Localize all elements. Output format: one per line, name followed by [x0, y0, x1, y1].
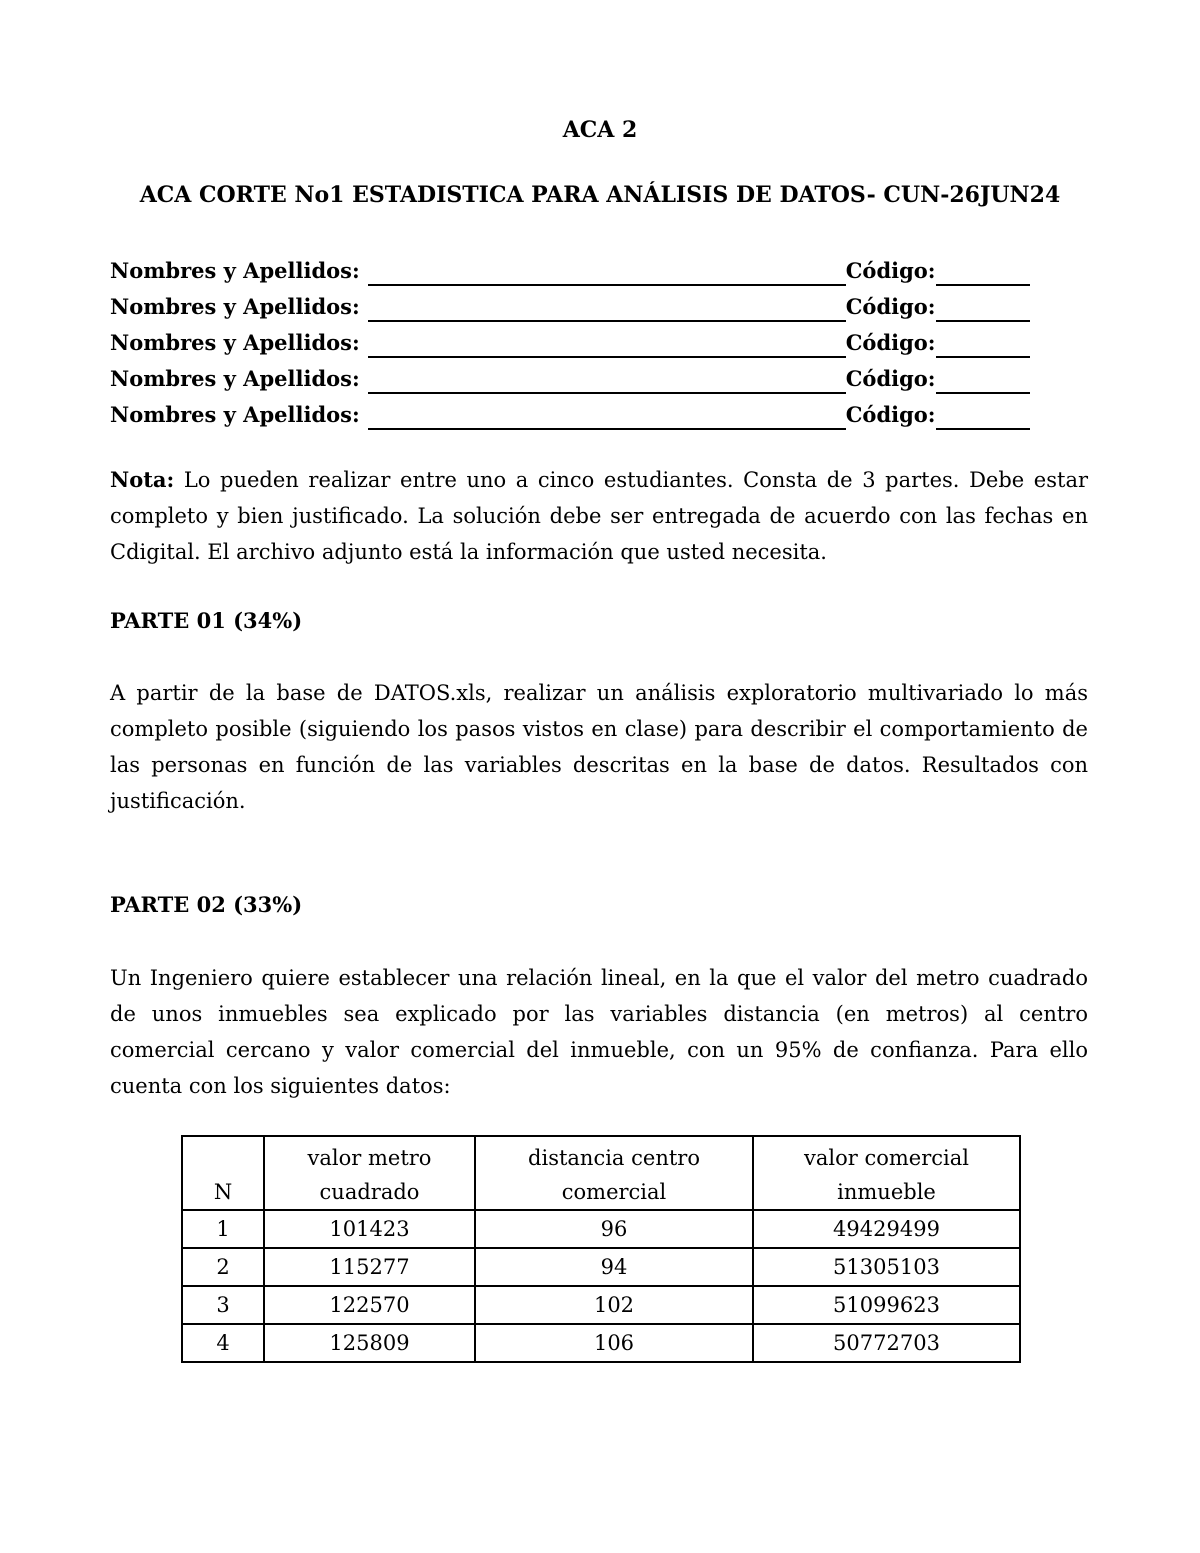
name-blank — [368, 404, 846, 430]
table-cell: 106 — [475, 1324, 753, 1362]
table-row — [182, 1248, 1020, 1286]
note-text: Lo pueden realizar entre uno a cinco estudiantes. Consta de 3 partes. Debe estar completo y bien justificado. La solución debe ser entregada de acuerdo con las fechas en Cdigital. El archivo adjunto está la información que usted necesita. — [110, 468, 1088, 564]
table-cell: 101423 — [264, 1210, 475, 1248]
member-row — [110, 250, 1090, 286]
table-row — [182, 1324, 1020, 1362]
header-distancia — [475, 1136, 753, 1210]
note-label: Nota: — [110, 467, 175, 492]
code-blank — [936, 368, 1030, 394]
table-row — [182, 1210, 1020, 1248]
name-blank — [368, 332, 846, 358]
data-table — [181, 1135, 1021, 1363]
table-cell: 3 — [182, 1286, 264, 1324]
name-label: Nombres y Apellidos: — [110, 366, 360, 391]
name-label: Nombres y Apellidos: — [110, 258, 360, 283]
table-cell: 122570 — [264, 1286, 475, 1324]
table-cell: 50772703 — [753, 1324, 1020, 1362]
document-subtitle: ACA CORTE No1 ESTADISTICA PARA ANÁLISIS DE DATOS- CUN-26JUN24 — [139, 182, 1061, 208]
header-line: comercial — [561, 1180, 667, 1204]
note-paragraph — [110, 462, 1088, 570]
member-row — [110, 286, 1090, 322]
parte1-heading: PARTE 01 (34%) — [110, 608, 303, 633]
member-row — [110, 322, 1090, 358]
header-line: cuadrado — [319, 1180, 420, 1204]
code-blank — [936, 332, 1030, 358]
name-label: Nombres y Apellidos: — [110, 402, 360, 427]
name-label: Nombres y Apellidos: — [110, 330, 360, 355]
header-line: valor metro — [307, 1146, 432, 1170]
code-label: Código: — [845, 402, 936, 427]
table-cell: 1 — [182, 1210, 264, 1248]
parte2-heading: PARTE 02 (33%) — [110, 892, 303, 917]
header-valor-comercial — [753, 1136, 1020, 1210]
members-section — [110, 250, 1090, 430]
document-title: ACA 2 — [562, 117, 638, 143]
table-cell: 2 — [182, 1248, 264, 1286]
table-cell: 102 — [475, 1286, 753, 1324]
header-n-line: N — [213, 1180, 233, 1204]
header-n — [182, 1136, 264, 1210]
member-row — [110, 394, 1090, 430]
header-valor-metro — [264, 1136, 475, 1210]
table-cell: 4 — [182, 1324, 264, 1362]
header-line: valor comercial — [804, 1146, 969, 1170]
member-row — [110, 358, 1090, 394]
table-cell: 125809 — [264, 1324, 475, 1362]
name-blank — [368, 260, 846, 286]
table-cell: 51305103 — [753, 1248, 1020, 1286]
code-label: Código: — [845, 294, 936, 319]
name-blank — [368, 296, 846, 322]
table-cell: 94 — [475, 1248, 753, 1286]
header-line: distancia centro — [528, 1146, 700, 1170]
table-cell: 51099623 — [753, 1286, 1020, 1324]
code-label: Código: — [845, 330, 936, 355]
table-cell: 96 — [475, 1210, 753, 1248]
code-blank — [936, 296, 1030, 322]
code-blank — [936, 404, 1030, 430]
code-blank — [936, 260, 1030, 286]
name-label: Nombres y Apellidos: — [110, 294, 360, 319]
header-line: inmueble — [837, 1180, 936, 1204]
table-header-row — [182, 1136, 1020, 1210]
code-label: Código: — [845, 258, 936, 283]
code-label: Código: — [845, 366, 936, 391]
table-cell: 115277 — [264, 1248, 475, 1286]
parte2-paragraph: Un Ingeniero quiere establecer una relación lineal, en la que el valor del metro cuadrado de unos inmuebles sea explicado por las variables distancia (en metros) al centro comercial cercano y valor comercial del inmueble, con un 95% de confianza. Para ello cuenta con los siguientes datos: — [110, 966, 1088, 1098]
name-blank — [368, 368, 846, 394]
table-row — [182, 1286, 1020, 1324]
table-cell: 49429499 — [753, 1210, 1020, 1248]
parte1-paragraph: A partir de la base de DATOS.xls, realizar un análisis exploratorio multivariado lo más completo posible (siguiendo los pasos vistos en clase) para describir el comportamiento de las personas en función de las variables descritas en la base de datos. Resultados con justificación. — [110, 681, 1088, 813]
